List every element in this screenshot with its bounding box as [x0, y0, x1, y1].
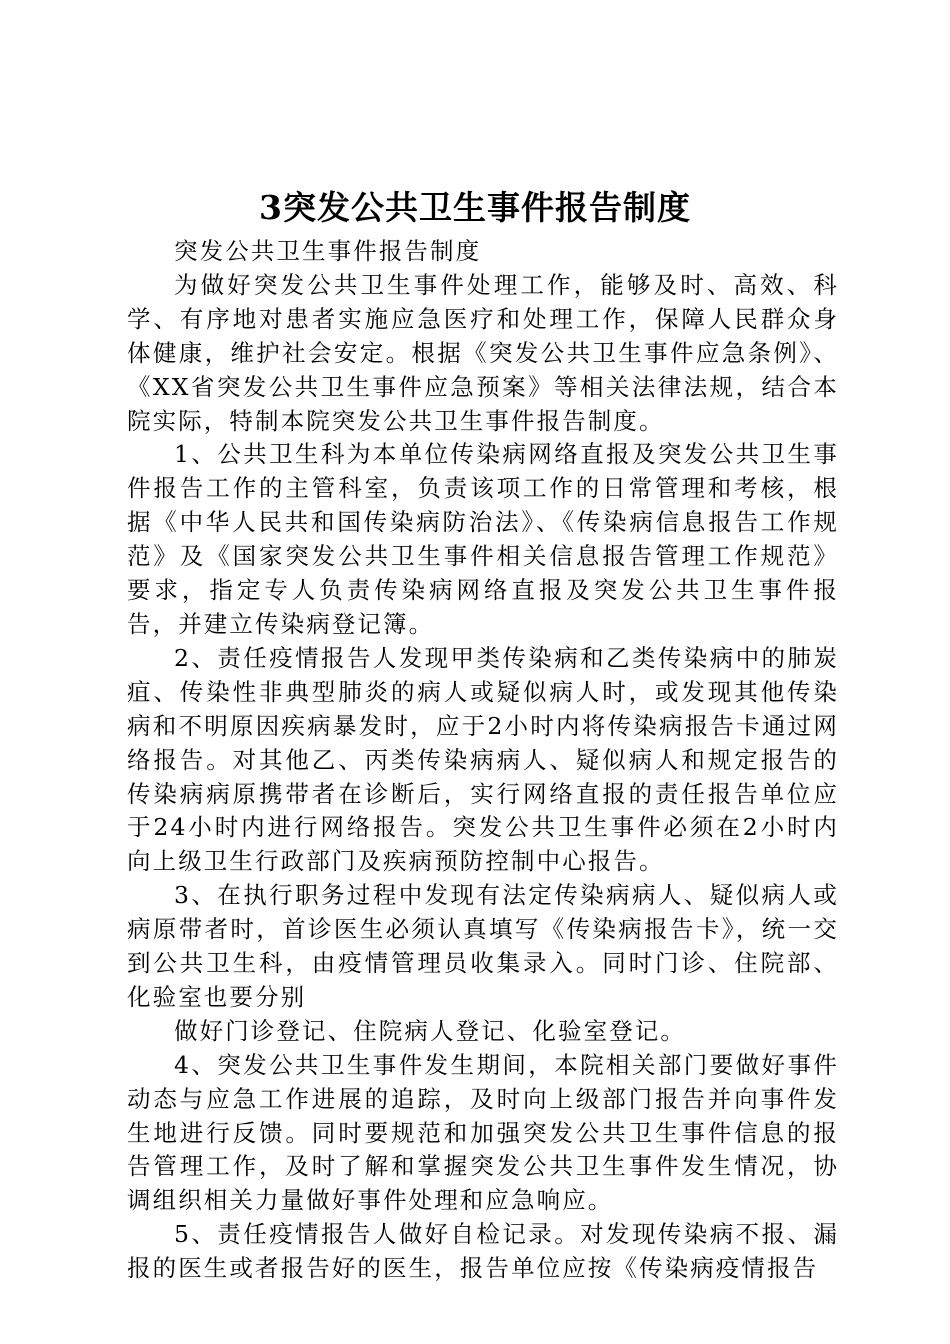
paragraph-item-1: 1、公共卫生科为本单位传染病网络直报及突发公共卫生事件报告工作的主管科室，负责该项工作的日常管理和考核，根据《中华人民共和国传染病防治法》、《传染病信息报告工作规范》及《国家突发公共卫生事件相关信息报告管理工作规范》要求，指定专人负责传染病网络直报及突发公共卫生事件报告，并建立传染病登记簿。	[127, 440, 839, 638]
document-title: 3突发公共卫生事件报告制度	[259, 188, 691, 227]
paragraph-intro: 为做好突发公共卫生事件处理工作，能够及时、高效、科学、有序地对患者实施应急医疗和处理工作，保障人民群众身体健康，维护社会安定。根据《突发公共卫生事件应急条例》、《XX省突发公共卫生事件应急预案》等相关法律法规，结合本院实际，特制本院突发公共卫生事件报告制度。	[127, 270, 839, 435]
paragraph-item-5: 5、责任疫情报告人做好自检记录。对发现传染病不报、漏报的医生或者报告好的医生，报告单位应按《传染病疫情报告	[127, 1220, 839, 1283]
paragraph-item-2: 2、责任疫情报告人发现甲类传染病和乙类传染病中的肺炭疽、传染性非典型肺炎的病人或疑似病人时，或发现其他传染病和不明原因疾病暴发时，应于2小时内将传染病报告卡通过网络报告。对其他乙、丙类传染病病人、疑似病人和规定报告的传染病病原携带者在诊断后，实行网络直报的责任报告单位应于24小时内进行网络报告。突发公共卫生事件必须在2小时内向上级卫生行政部门及疾病预防控制中心报告。	[127, 643, 839, 876]
document-body	[127, 235, 839, 1286]
paragraph-item-3: 3、在执行职务过程中发现有法定传染病病人、疑似病人或病原带者时，首诊医生必须认真填写《传染病报告卡》，统一交到公共卫生科，由疫情管理员收集录入。同时门诊、住院部、化验室也要分别	[127, 881, 839, 1011]
paragraph-item-4: 4、突发公共卫生事件发生期间，本院相关部门要做好事件动态与应急工作进展的追踪，及时向上级部门报告并向事件发生地进行反馈。同时要规范和加强突发公共卫生事件信息的报告管理工作，及时了解和掌握突发公共卫生事件发生情况，协调组织相关力量做好事件处理和应急响应。	[127, 1050, 839, 1215]
paragraph-subtitle: 突发公共卫生事件报告制度	[174, 237, 482, 265]
paragraph-item-3-continued: 做好门诊登记、住院病人登记、化验室登记。	[174, 1016, 686, 1045]
